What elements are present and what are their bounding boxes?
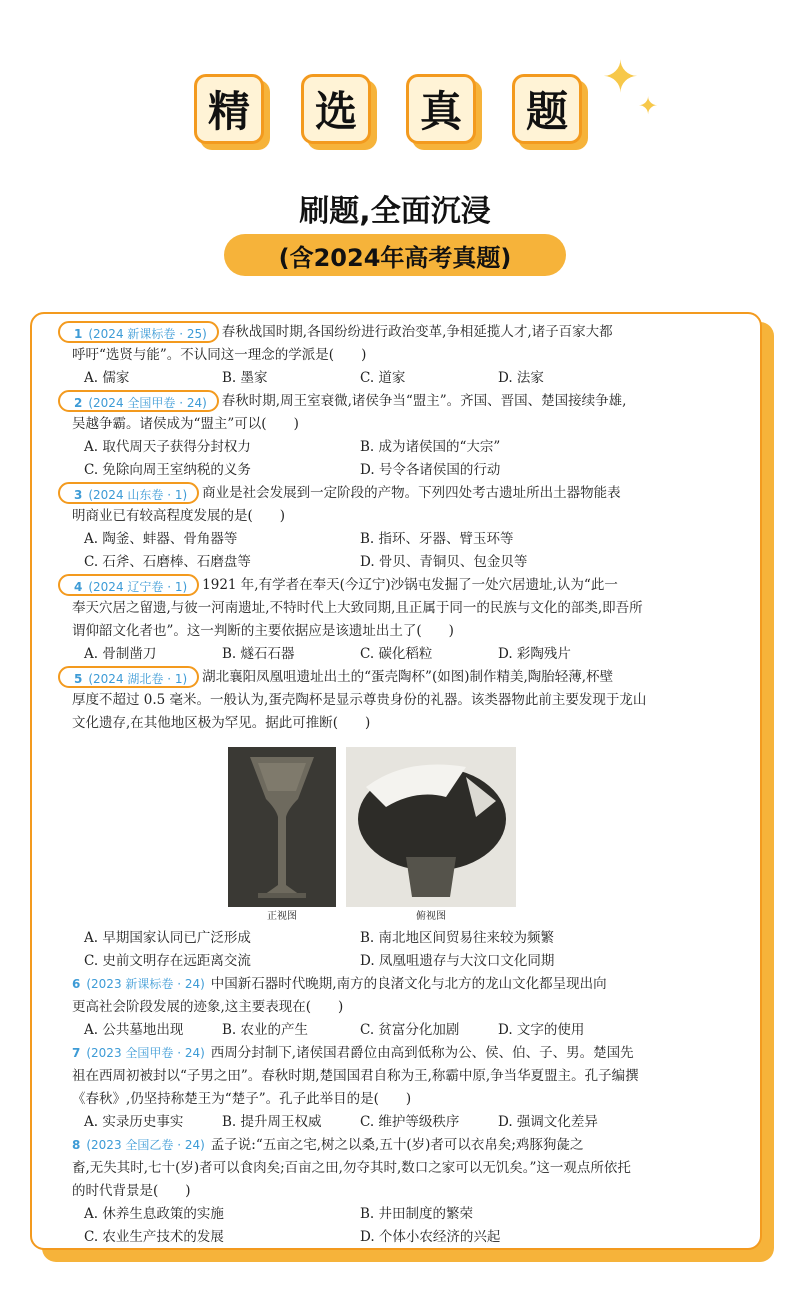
question-text: 孟子说:“五亩之宅,树之以桑,五十(岁)者可以衣帛矣;鸡豚狗彘之 (210, 1137, 584, 1153)
option: D. 强调文化差异 (498, 1114, 598, 1130)
options (72, 367, 688, 390)
option: B. 提升周王权威 (222, 1114, 322, 1130)
options (72, 927, 688, 973)
title-tile (200, 80, 270, 150)
title-char: 题 (512, 74, 582, 144)
option: D. 文字的使用 (498, 1022, 585, 1038)
option: D. 骨贝、青铜贝、包金贝等 (360, 554, 528, 570)
option: A. 早期国家认同已广泛形成 (84, 930, 251, 946)
question-text: 畜,无失其时,七十(岁)者可以食肉矣;百亩之田,勿夺其时,数口之家可以无饥矣。”这一观点所依托 (72, 1160, 631, 1176)
question-text: 奉天穴居之留遗,与彼一河南遗址,不特时代上大致同期,且正属于同一的民族与文化的部类,即吾所 (72, 600, 643, 616)
option: D. 号令各诸侯国的行动 (360, 462, 501, 478)
option: D. 凤凰咀遗存与大汶口文化同期 (360, 953, 555, 969)
question-item (72, 1134, 688, 1249)
question-text: 更高社会阶段发展的迹象,这主要表现在( ) (72, 999, 344, 1015)
question-text: 呼吁“选贤与能”。不认同这一理念的学派是( ) (72, 347, 367, 363)
subtitle: 刷题,全面沉浸 (299, 194, 491, 229)
question-text: 《春秋》,仍坚持称楚王为“楚子”。孔子此举目的是( ) (72, 1091, 412, 1107)
title-tiles (0, 80, 790, 160)
question-source-tag: 1 (2024 新课标卷 · 25) (58, 321, 219, 343)
question-item (72, 482, 688, 574)
question-item (72, 321, 688, 390)
question-source-label: 8 (2023 全国乙卷 · 24) (72, 1138, 205, 1152)
options (72, 1019, 688, 1042)
question-text: 厚度不超过 0.5 毫米。一般认为,蛋壳陶杯是显示尊贵身份的礼器。该类器物此前主要发现于龙山 (72, 692, 647, 708)
option: A. 陶釜、蚌器、骨角器等 (84, 531, 238, 547)
option: B. 井田制度的繁荣 (360, 1206, 474, 1222)
question-item (72, 973, 688, 1042)
question-source-tag: 4 (2024 辽宁卷 · 1) (58, 574, 199, 596)
option: A. 公共墓地出现 (84, 1022, 184, 1038)
figure-front (228, 747, 336, 923)
question-text: 文化遗存,在其他地区极为罕见。据此可推断( ) (72, 715, 371, 731)
figure-group (228, 747, 688, 923)
cup-front-photo (228, 747, 336, 907)
option: C. 碳化稻粒 (360, 646, 433, 662)
question-text: 春秋战国时期,各国纷纷进行政治变革,争相延揽人才,诸子百家大都 (221, 324, 613, 340)
question-source-tag: 5 (2024 湖北卷 · 1) (58, 666, 199, 688)
option: D. 个体小农经济的兴起 (360, 1229, 501, 1245)
question-text: 商业是社会发展到一定阶段的产物。下列四处考古遗址所出土器物能表 (202, 485, 621, 501)
question-item (72, 574, 688, 666)
option: B. 南北地区间贸易往来较为频繁 (360, 930, 555, 946)
options (72, 1203, 688, 1249)
figure-top (346, 747, 516, 923)
option: A. 取代周天子获得分封权力 (84, 439, 251, 455)
question-text: 春秋时期,周王室衰微,诸侯争当“盟主”。齐国、晋国、楚国接续争雄, (221, 393, 627, 409)
title-tile (307, 80, 377, 150)
question-source-label: 6 (2023 新课标卷 · 24) (72, 977, 205, 991)
question-text: 谓仰韶文化者也”。这一判断的主要依据应是该遗址出土了( ) (72, 623, 454, 639)
question-source-tag: 3 (2024 山东卷 · 1) (58, 482, 199, 504)
sparkle-icon: ✦ (638, 92, 659, 120)
option: C. 史前文明存在远距离交流 (84, 953, 251, 969)
option: B. 指环、牙器、臂玉环等 (360, 531, 514, 547)
question-text: 西周分封制下,诸侯国君爵位由高到低称为公、侯、伯、子、男。楚国先 (210, 1045, 634, 1061)
question-text: 祖在西周初被封以“子男之田”。春秋时期,楚国国君自称为王,称霸中原,争当华夏盟主。孔子编撰 (72, 1068, 639, 1084)
year-pill: (含2024年高考真题) (224, 234, 566, 276)
question-source-tag: 2 (2024 全国甲卷 · 24) (58, 390, 219, 412)
title-char: 精 (194, 74, 264, 144)
title-tile (412, 80, 482, 150)
option: A. 休养生息政策的实施 (84, 1206, 224, 1222)
options (72, 436, 688, 482)
option: A. 骨制凿刀 (84, 646, 157, 662)
question-text: 的时代背景是( ) (72, 1183, 191, 1199)
option: C. 道家 (360, 370, 406, 386)
option: B. 成为诸侯国的“大宗” (360, 439, 501, 455)
question-text: 吴越争霸。诸侯成为“盟主”可以( ) (72, 416, 299, 432)
option: C. 维护等级秩序 (360, 1114, 460, 1130)
title-tile (518, 80, 588, 150)
option: A. 实录历史事实 (84, 1114, 184, 1130)
option: C. 石斧、石磨棒、石磨盘等 (84, 554, 251, 570)
option: A. 儒家 (84, 370, 130, 386)
option: B. 墨家 (222, 370, 268, 386)
options (72, 1111, 688, 1134)
question-item (72, 390, 688, 482)
option: D. 法家 (498, 370, 544, 386)
question-list (72, 321, 688, 1249)
option: C. 农业生产技术的发展 (84, 1229, 224, 1245)
question-text: 中国新石器时代晚期,南方的良渚文化与北方的龙山文化都呈现出向 (210, 976, 607, 992)
option: B. 农业的产生 (222, 1022, 309, 1038)
question-source-label: 7 (2023 全国甲卷 · 24) (72, 1046, 205, 1060)
option: C. 免除向周王室纳税的义务 (84, 462, 251, 478)
option: C. 贫富分化加剧 (360, 1022, 460, 1038)
question-item (72, 666, 688, 973)
cup-top-photo (346, 747, 516, 907)
question-text: 明商业已有较高程度发展的是( ) (72, 508, 286, 524)
question-text: 1921 年,有学者在奉天(今辽宁)沙锅屯发掘了一处穴居遗址,认为“此一 (202, 577, 618, 593)
option: D. 彩陶残片 (498, 646, 571, 662)
title-char: 真 (406, 74, 476, 144)
figure-caption: 俯视图 (416, 911, 446, 922)
question-item (72, 1042, 688, 1134)
option: B. 燧石石器 (222, 646, 295, 662)
options (72, 528, 688, 574)
figure-caption: 正视图 (267, 911, 297, 922)
title-char: 选 (301, 74, 371, 144)
sparkle-icon: ✦ (602, 52, 639, 103)
question-text: 湖北襄阳凤凰咀遗址出土的“蛋壳陶杯”(如图)制作精美,陶胎轻薄,杯壁 (202, 669, 614, 685)
options (72, 643, 688, 666)
